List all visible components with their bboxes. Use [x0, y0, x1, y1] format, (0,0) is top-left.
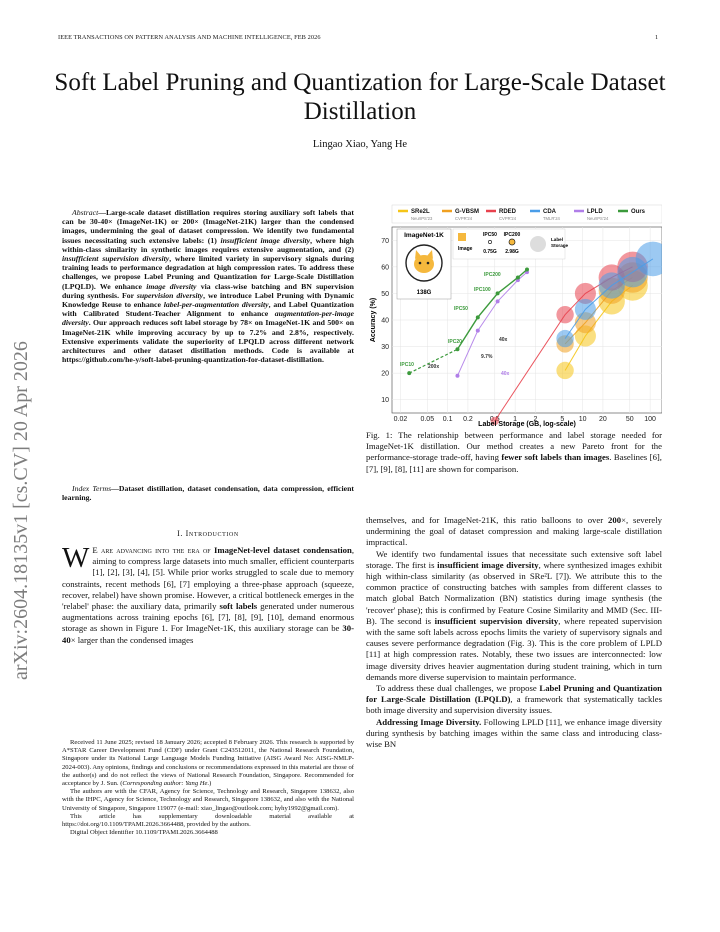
- index-terms: Index Terms—Dataset distillation, dataset condensation, data compression, efficient learning.: [62, 484, 354, 503]
- intro-text: W E are advancing into the era of ImageNet-level dataset condensation, aiming to compress large datasets into much smaller, efficient counterparts [1], [2], [3], [4], [5]. While prior works struggled to scale due to memory constraints, recent methods [6], [7] employing a three-phase approach (squeeze, recover, relabel) have shown promise. However, a critical bottleneck emerges in the 'relabel' phase: the auxiliary data, primarily soft labels generated under numerous augmentations across training epochs [6], [7], [8], [9], [10], demand enormous storage as shown in Figure 1. For ImageNet-1K, this auxiliary storage can be 30-40× larger than the condensed images: [62, 542, 355, 645]
- legend-label: RDED: [499, 209, 517, 215]
- label-storage-circle: [530, 236, 546, 252]
- data-point-lpld: [496, 299, 500, 303]
- image-label: Image: [458, 246, 473, 252]
- ipc-header: IPC50: [483, 232, 497, 238]
- legend-venue: NeurIPS'24: [587, 216, 609, 221]
- abstract: Abstract—Large-scale dataset distillation requires storing auxiliary soft labels that can be 30-40× (ImageNet-1K) or 200× (ImageNet-21K) larger than the condensed images, undermining the goal of dataset compression. We identify two fundamental issues necessitating such extensive labels: (1) insufficient image diversity, where high within-class similarity in synthetic images requires extensive augmentation, and (2) insufficient supervision diversity, where limited variety in supervisory signals during training leads to performance degradation at high compression rates. To address these challenges, we propose Label Pruning and Quantization for Large-Scale Distillation (LPQLD). We enhance image diversity via class-wise batching and BN supervision during synthesis. For supervision diversity, we introduce Label Pruning with Dynamic Knowledge Reuse to enhance label-per-augmentation diversity, and Label Quantization with Calibrated Student-Teacher Alignment to enhance augmentation-per-image diversity. Our approach reduces soft label storage by 78× on ImageNet-1K and 500× on ImageNet-21K while improving accuracy by up to 7.2% and 2.8%, respectively. Extensive experiments validate the superiority of LPQLD across different network architectures and other dataset distillation methods. Code is available at https://github.com/he-y/soft-label-pruning-quantization-for-dataset-distillation.: [62, 208, 355, 365]
- x-tick-label: 2: [533, 416, 538, 423]
- chart-annotation: IPC20: [448, 339, 462, 345]
- accuracy-vs-storage-chart: [366, 203, 662, 429]
- y-tick-label: 10: [381, 397, 389, 405]
- ipc-value: 2.98G: [505, 249, 519, 255]
- x-tick-label: 10: [578, 416, 587, 423]
- abstract-label: Abstract: [72, 208, 99, 217]
- legend-label: G-VBSM: [455, 209, 479, 215]
- data-point-cda: [575, 299, 596, 320]
- data-point-ours: [525, 268, 529, 272]
- legend-box: [392, 205, 662, 223]
- x-tick-label: 100: [644, 416, 656, 423]
- cat-eye-icon: [419, 262, 422, 265]
- chart-annotation: 200x: [428, 364, 440, 370]
- legend-label: SRe2L: [411, 209, 430, 215]
- chart-annotation: IPC200: [484, 272, 501, 278]
- right-column-text: themselves, and for ImageNet-21K, this ratio balloons to over 200×, severely undermining the goal of dataset compression and making large-scale distillation impractical. We identify two fundamental issues that necessitate such extensive soft label storage. The first is insufficient image diversity, where synthesized images exhibit high within-class similarity (as observed in SRe²L [7]). We attribute this to the common practice of constructing batches with samples from different classes to match global Batch Normalization (BN) statistics during image synthesis (the 'recover' phase); this is confirmed by Feature Cosine Similarity and MMD (Sec. III-B). The second is insufficient supervision diversity, where repeated supervision with the same soft labels across epochs limits the variety of supervisory signals and causes severe performance degradation (Fig. 3). This is the core problem of LPLD [11] at high compression rates. Notably, these two issues are interconnected: low image diversity drives heavier augmentation during student training, which in turn demands more diverse supervision to maintain performance. To address these dual challenges, we propose Label Pruning and Quantization for Large-Scale Distillation (LPQLD), a framework that systematically tackles both image diversity and supervision diversity issues. Addressing Image Diversity. Following LPLD [11], we enhance image diversity during synthesis by batching images within the same class and introducing class-wise BN: [366, 515, 663, 750]
- y-tick-label: 20: [381, 370, 389, 378]
- y-tick-label: 30: [381, 344, 389, 352]
- data-point-ours: [496, 291, 500, 295]
- legend-venue: TMLR'24: [543, 216, 560, 221]
- page-number: 1: [655, 34, 659, 41]
- arxiv-id: arXiv:2604.18135v1 [cs.CV] 20 Apr 2026: [10, 341, 32, 680]
- y-tick-label: 70: [381, 237, 389, 245]
- figure-1: [366, 203, 662, 429]
- ipc-header: IPC200: [503, 232, 521, 238]
- inset-title: ImageNet-1K: [404, 232, 444, 239]
- data-point-lpld: [455, 374, 459, 378]
- legend-venue: CVPR'24: [455, 216, 473, 221]
- y-tick-label: 60: [381, 264, 389, 272]
- data-point-sre2l: [556, 362, 573, 379]
- x-tick-label: 0.05: [420, 416, 435, 423]
- chart-annotation: IPC100: [474, 287, 491, 293]
- paper-title: Soft Label Pruning and Quantization for Large-Scale Dataset Distillation: [54, 69, 666, 125]
- section-heading: I. Introduction: [177, 529, 239, 538]
- data-point-lpld: [476, 329, 480, 333]
- label-storage-title: Storage: [551, 243, 569, 248]
- data-point-ours: [455, 347, 459, 351]
- legend-venue: CVPR'24: [499, 216, 517, 221]
- cat-image-icon: [458, 233, 466, 241]
- x-tick-label: 0.02: [393, 416, 408, 423]
- chart-annotation: 9.7%: [481, 354, 493, 360]
- x-tick-label: 20: [599, 416, 607, 423]
- data-point-cda: [556, 330, 573, 347]
- x-tick-label: 0.2: [463, 416, 473, 423]
- chart-annotation: IPC50: [454, 306, 468, 312]
- paper-authors: Lingao Xiao, Yang He: [312, 139, 408, 150]
- ipc-circle: [509, 239, 515, 245]
- legend-label: LPLD: [587, 209, 603, 215]
- label-storage-title: Label: [551, 237, 563, 242]
- data-point-ours: [516, 275, 520, 279]
- chart-annotation: 40x: [501, 371, 510, 377]
- legend-label: CDA: [543, 209, 556, 215]
- x-tick-label: 1: [513, 416, 518, 423]
- running-header: IEEE TRANSACTIONS ON PATTERN ANALYSIS AND MACHINE INTELLIGENCE, FEB 2026: [58, 34, 321, 41]
- y-tick-label: 40: [381, 317, 389, 325]
- legend-venue: NeurIPS'23: [411, 216, 433, 221]
- chart-annotation: 40x: [499, 337, 508, 343]
- dropcap: W: [62, 542, 90, 574]
- footnote: Received 11 June 2025; revised 18 January 2026; accepted 8 February 2026. This research is supported by A*STAR Career Development Fund (CDF) under Grant C243512011, the National Research Foundation, Singapore under its National Large Language Models Funding Initiative (AISG Award No: AISG-NMLP-2024-003). Any opinions, findings and conclusions or recommendations expressed in this material are those of the author(s) and do not reflect the views of National Research Foundation, Singapore. Recommended for acceptance by J. Sun. (Corresponding author: Yang He.) The authors are with the CFAR, Agency for Science, Technology and Research, Singapore 138632, also with the IHPC, Agency for Science, Technology and Research, Singapore 138632, and also with the National University of Singapore, Singapore 119077 (e-mail: xiao_lingao@outlook.com; hyhy1992@gmail.com). This article has supplementary downloadable material available at https://doi.org/10.1109/TPAMI.2026.3664488, provided by the authors. Digital Object Identifier 10.1109/TPAMI.2026.3664488: [62, 739, 354, 837]
- y-tick-label: 50: [381, 290, 389, 298]
- inset-storage: 138G: [416, 290, 432, 296]
- chart-annotation: IPC10: [400, 362, 414, 368]
- ipc-value: 0.75G: [483, 249, 497, 255]
- x-axis-label: Label Storage (GB, log-scale): [478, 421, 576, 428]
- data-point-ours: [407, 371, 411, 375]
- ipc-circle: [488, 240, 491, 243]
- data-point-ours: [476, 315, 480, 319]
- data-point-rded: [556, 306, 573, 323]
- y-axis-label: Accuracy (%): [370, 297, 377, 343]
- x-tick-label: 50: [625, 416, 634, 423]
- figure-caption: Fig. 1: The relationship between performance and label storage needed for ImageNet-1K distillation. Our method creates a new Pareto front for the performance-storage trade-off, having fewer soft labels than images. Baselines [6], [7], [9], [8], [11] are shown for comparison.: [366, 430, 662, 474]
- legend-label: Ours: [631, 209, 646, 215]
- arxiv-stamp: [9, 220, 33, 690]
- cat-eye-icon: [427, 262, 430, 265]
- x-tick-label: 5: [560, 416, 565, 423]
- x-tick-label: 0.1: [442, 416, 453, 423]
